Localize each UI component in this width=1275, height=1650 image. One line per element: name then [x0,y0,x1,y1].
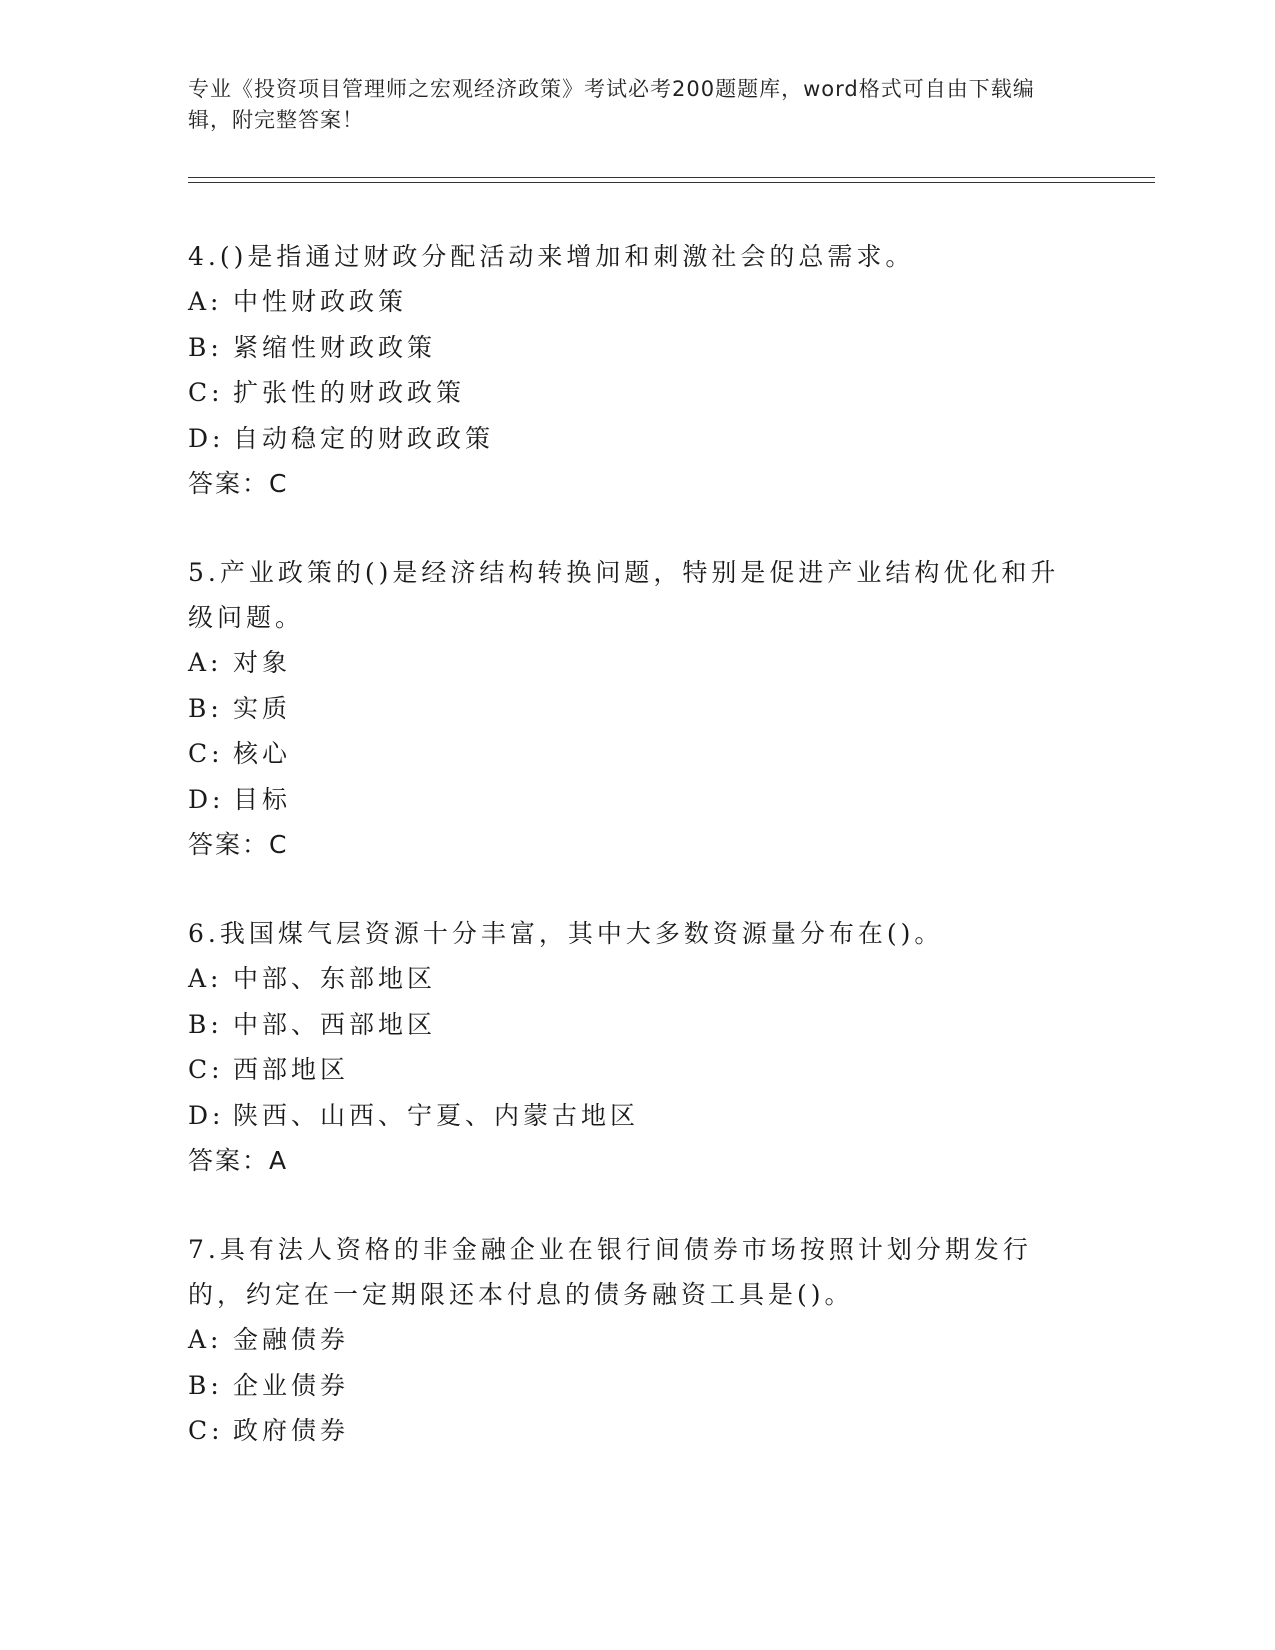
option-letter: A: [188,287,223,316]
question-stem: 5.产业政策的()是经济结构转换问题，特别是促进产业结构优化和升级问题。 [188,558,1060,632]
option-text: 中性财政政策 [233,287,408,316]
option-letter: D: [188,784,225,814]
option-letter: D: [188,1100,225,1130]
option-c [188,1408,1088,1454]
option-text: 自动稳定的财政政策 [233,423,495,453]
question-5 [188,550,1088,867]
option-c [188,370,1088,416]
option-letter: C: [188,1055,224,1084]
question-list [188,234,1088,1498]
option-text: 陕西、山西、宁夏、内蒙古地区 [233,1100,640,1130]
option-b [188,686,1088,732]
question-stem: 6.我国煤气层资源十分丰富，其中大多数资源量分布在()。 [188,919,944,948]
option-a [188,956,1088,1002]
option-c [188,731,1088,777]
option-text: 紧缩性财政政策 [233,332,437,362]
option-c [188,1047,1088,1093]
option-letter: B: [188,693,223,723]
answer-line: 答案：C [188,830,289,859]
option-text: 对象 [233,648,292,677]
option-b [188,1002,1088,1048]
option-text: 企业债券 [233,1370,350,1400]
option-text: 中部、东部地区 [233,964,437,993]
option-letter: B: [188,1009,223,1039]
option-text: 中部、西部地区 [233,1009,437,1039]
question-4 [188,234,1088,506]
question-stem: 4.()是指通过财政分配活动来增加和刺激社会的总需求。 [188,242,915,271]
option-text: 金融债券 [233,1325,350,1354]
option-letter: A: [188,648,223,677]
option-a [188,1317,1088,1363]
option-letter: C: [188,739,224,768]
option-b [188,325,1088,371]
option-letter: D: [188,423,225,453]
option-a [188,640,1088,686]
question-7 [188,1227,1088,1454]
option-letter: C: [188,1416,224,1445]
option-b [188,1363,1088,1409]
option-letter: B: [188,332,223,362]
option-text: 实质 [233,693,292,723]
header-divider-top [188,177,1155,178]
answer-line: 答案：A [188,1146,289,1175]
option-d [188,777,1088,823]
option-letter: A: [188,1325,223,1354]
option-a [188,279,1088,325]
option-text: 政府债券 [233,1416,350,1445]
option-d [188,1093,1088,1139]
document-header: 专业《投资项目管理师之宏观经济政策》考试必考200题题库，word格式可自由下载编辑，附完整答案！ [188,77,1035,132]
option-letter: C: [188,378,224,407]
header-divider-bottom [188,182,1155,183]
option-d [188,416,1088,462]
option-text: 扩张性的财政政策 [233,378,466,407]
question-stem: 7.具有法人资格的非金融企业在银行间债券市场按照计划分期发行的，约定在一定期限还本付息的债务融资工具是()。 [188,1235,1032,1309]
option-letter: A: [188,964,223,993]
option-letter: B: [188,1370,223,1400]
answer-line: 答案：C [188,469,289,498]
option-text: 核心 [233,739,292,768]
option-text: 目标 [233,784,292,814]
option-text: 西部地区 [233,1055,350,1084]
question-6 [188,911,1088,1183]
